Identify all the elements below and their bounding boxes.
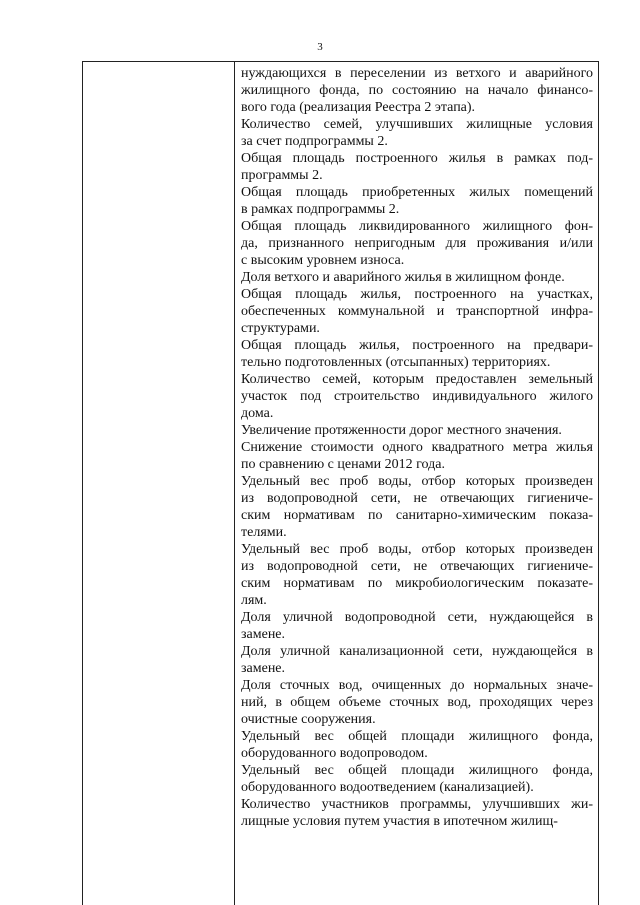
text-line: Доля ветхого и аварийного жилья в жилищном фонде.	[241, 270, 565, 285]
text-line: Снижение стоимости одного квадратного метра жилья	[241, 440, 593, 455]
text-line: Увеличение протяженности дорог местного значения.	[241, 423, 562, 438]
text-line: Общая площадь ликвидированного жилищного фон-	[241, 219, 593, 234]
indicator-paragraph	[241, 677, 593, 728]
text-line: лищные условия путем участия в ипотечном жилищ-	[241, 814, 558, 829]
indicator-paragraph	[241, 150, 593, 184]
text-line: из водопроводной сети, не отвечающих гигиениче-	[241, 491, 593, 506]
text-line: замене.	[241, 661, 286, 676]
text-line: из водопроводной сети, не отвечающих гигиениче-	[241, 559, 593, 574]
text-line: за счет подпрограммы 2.	[241, 134, 388, 149]
text-line: структурами.	[241, 321, 320, 336]
text-line: Доля сточных вод, очищенных до нормальных значе-	[241, 678, 593, 693]
table-left-cell	[83, 62, 234, 905]
indicator-paragraph	[241, 643, 593, 677]
text-line: в рамках подпрограммы 2.	[241, 202, 400, 217]
text-line: Доля уличной водопроводной сети, нуждающейся в	[241, 610, 593, 625]
indicator-paragraph	[241, 439, 593, 473]
indicator-paragraph	[241, 65, 593, 116]
text-line: Количество семей, улучшивших жилищные условия	[241, 117, 593, 132]
indicator-paragraph	[241, 337, 593, 371]
indicator-paragraph	[241, 796, 593, 830]
indicator-paragraph	[241, 422, 593, 439]
indicator-paragraph	[241, 371, 593, 422]
text-line: ским нормативам по санитарно-химическим показа-	[241, 508, 593, 523]
text-line: Удельный вес проб воды, отбор которых произведен	[241, 542, 593, 557]
indicator-paragraph	[241, 541, 593, 609]
text-line: нуждающихся в переселении из ветхого и аварийного	[241, 66, 593, 81]
text-line: да, признанного непригодным для проживания и/или	[241, 236, 593, 251]
text-line: Общая площадь приобретенных жилых помещений	[241, 185, 593, 200]
text-line: по сравнению с ценами 2012 года.	[241, 457, 445, 472]
text-line: Общая площадь жилья, построенного на предвари-	[241, 338, 593, 353]
text-line: Удельный вес общей площади жилищного фонда,	[241, 763, 593, 778]
indicator-paragraph	[241, 116, 593, 150]
text-line: оборудованного водопроводом.	[241, 746, 428, 761]
text-line: обеспеченных коммунальной и транспортной инфра-	[241, 304, 593, 319]
text-line: лям.	[241, 593, 267, 608]
text-line: Общая площадь построенного жилья в рамках под-	[241, 151, 593, 166]
indicator-paragraph	[241, 218, 593, 269]
indicator-paragraph	[241, 762, 593, 796]
text-line: ний, в общем объеме сточных вод, проходящих через	[241, 695, 593, 710]
text-line: вого года (реализация Реестра 2 этапа).	[241, 100, 476, 115]
text-line: телями.	[241, 525, 287, 540]
text-line: Доля уличной канализационной сети, нуждающейся в	[241, 644, 593, 659]
text-line: оборудованного водоотведением (канализацией).	[241, 780, 534, 795]
indicator-paragraph	[241, 609, 593, 643]
indicator-paragraph	[241, 184, 593, 218]
indicator-paragraph	[241, 269, 593, 286]
text-line: жилищного фонда, по состоянию на начало финансо-	[241, 83, 593, 98]
text-line: Общая площадь жилья, построенного на участках,	[241, 287, 593, 302]
indicator-paragraph	[241, 286, 593, 337]
text-line: с высоким уровнем износа.	[241, 253, 405, 268]
indicator-paragraph	[241, 473, 593, 541]
indicators-table	[82, 61, 599, 905]
page-number: 3	[317, 41, 323, 53]
text-line: Удельный вес проб воды, отбор которых произведен	[241, 474, 593, 489]
text-line: ским нормативам по микробиологическим показате-	[241, 576, 593, 591]
text-line: программы 2.	[241, 168, 323, 183]
column-divider	[234, 62, 235, 905]
text-line: дома.	[241, 406, 274, 421]
text-line: замене.	[241, 627, 286, 642]
text-line: участок под строительство индивидуального жилого	[241, 389, 593, 404]
text-line: Количество участников программы, улучшивших жи-	[241, 797, 593, 812]
table-right-cell	[241, 65, 593, 830]
indicator-paragraph	[241, 728, 593, 762]
text-line: Количество семей, которым предоставлен земельный	[241, 372, 593, 387]
text-line: очистные сооружения.	[241, 712, 376, 727]
text-line: Удельный вес общей площади жилищного фонда,	[241, 729, 593, 744]
text-line: тельно подготовленных (отсыпанных) территориях.	[241, 355, 551, 370]
